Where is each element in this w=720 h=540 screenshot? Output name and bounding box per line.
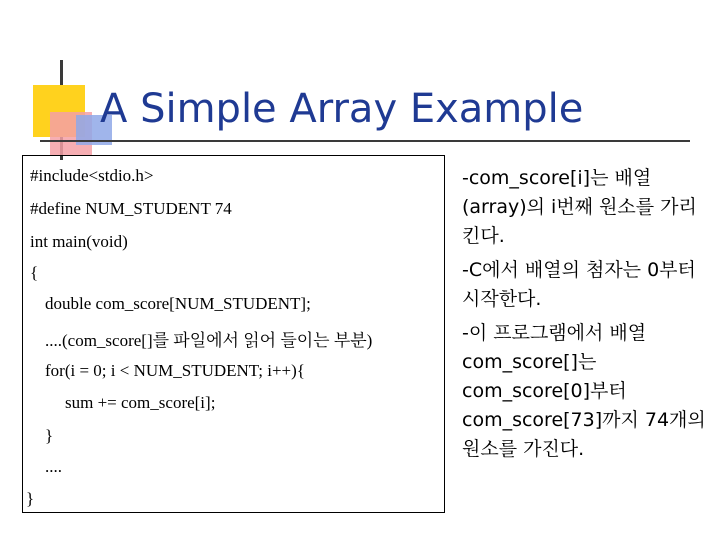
code-box bbox=[22, 155, 445, 513]
code-line: #define NUM_STUDENT 74 bbox=[30, 199, 232, 218]
title-underline bbox=[40, 140, 690, 142]
code-line: int main(void) bbox=[30, 232, 128, 251]
code-line: } bbox=[45, 426, 54, 445]
code-line: #include<stdio.h> bbox=[30, 166, 154, 185]
code-line: sum += com_score[i]; bbox=[65, 393, 216, 412]
bullet-item: -이 프로그램에서 배열 com_score[]는 com_score[0]부터 com_score[73]까지 74개의 원소를 가진다. bbox=[462, 322, 706, 460]
code-line: double com_score[NUM_STUDENT]; bbox=[45, 294, 311, 313]
code-line: { bbox=[30, 263, 39, 282]
code-line: ....(com_score[]를 파일에서 읽어 들이는 부분) bbox=[45, 331, 373, 350]
code-line: for(i = 0; i < NUM_STUDENT; i++){ bbox=[45, 361, 305, 380]
code-line: .... bbox=[45, 457, 62, 476]
bullet-list bbox=[462, 164, 714, 469]
slide-title: A Simple Array Example bbox=[100, 86, 584, 132]
bullet-item: -com_score[i]는 배열(array)의 i번째 원소를 가리킨다. bbox=[462, 167, 697, 247]
bullet-item: -C에서 배열의 첨자는 0부터 시작한다. bbox=[462, 259, 696, 310]
code-line: } bbox=[26, 489, 35, 508]
